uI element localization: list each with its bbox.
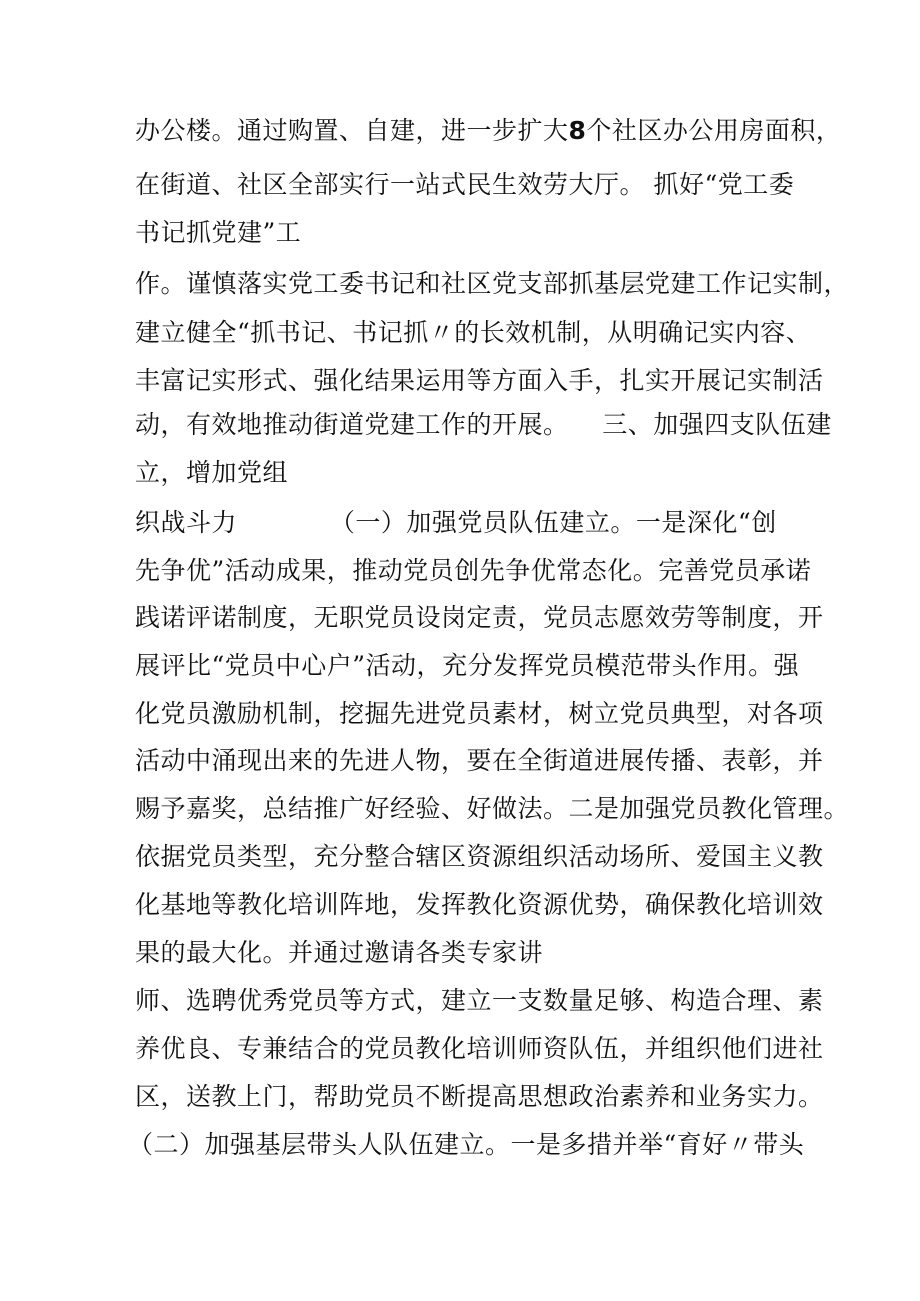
text-line: 区，送教上门，帮助党员不断提高思想政治素养和业务实力。 xyxy=(135,1082,824,1111)
text-line: 丰富记实形式、强化结果运用等方面入手，扎实开展记实制活 xyxy=(135,366,824,395)
text-line: 先争优”活动成果，推动党员创先争优常态化。完善党员承诺 xyxy=(135,556,812,585)
text-line: 果的最大化。并通过邀请各类专家讲 xyxy=(135,938,544,967)
text-line: 展评比“党员中心户”活动，充分发挥党员模范带头作用。强 xyxy=(135,651,800,680)
text-line: 作。谨慎落实党工委书记和社区党支部抓基层党建工作记实制， xyxy=(135,269,850,298)
text-line: （二）加强基层带头人队伍建立。一是多措并举“育好〃带头 xyxy=(128,1130,805,1159)
text-line: 书记抓党建”工 xyxy=(135,218,302,247)
text-line: 践诺评诺制度，无职党员设岗定责，党员志愿效劳等制度，开 xyxy=(135,603,824,632)
text-line: 依据党员类型，充分整合辖区资源组织活动场所、爱国主义教 xyxy=(135,842,824,871)
text-line: 立，增加党组 xyxy=(135,458,289,487)
text-line: 织战斗力 （一）加强党员队伍建立。一是深化“创 xyxy=(135,508,777,537)
text-line: 动，有效地推动街道党建工作的开展。 三、加强四支队伍建 xyxy=(135,410,832,439)
text-line: 师、选聘优秀党员等方式，建立一支数量足够、构造合理、素 xyxy=(135,986,824,1015)
text-line: 养优良、专兼结合的党员教化培训师资队伍，并组织他们进社 xyxy=(135,1034,824,1063)
text-line: 办公楼。通过购置、自建，进一步扩大8个社区办公用房面积， xyxy=(135,116,842,145)
text-line: 在街道、社区全部实行一站式民生效劳大厅。 抓好“党工委 xyxy=(135,170,795,199)
text-line: 赐予嘉奖，总结推广好经验、好做法。二是加强党员教化管理。 xyxy=(135,794,850,823)
text-line: 活动中涌现出来的先进人物，要在全街道进展传播、表彰，并 xyxy=(135,746,824,775)
text-line: 化基地等教化培训阵地，发挥教化资源优势，确保教化培训效 xyxy=(135,890,824,919)
text-line: 化党员激励机制，挖掘先进党员素材，树立党员典型，对各项 xyxy=(135,699,824,728)
text-line: 建立健全“抓书记、书记抓〃的长效机制，从明确记实内容、 xyxy=(135,318,812,347)
